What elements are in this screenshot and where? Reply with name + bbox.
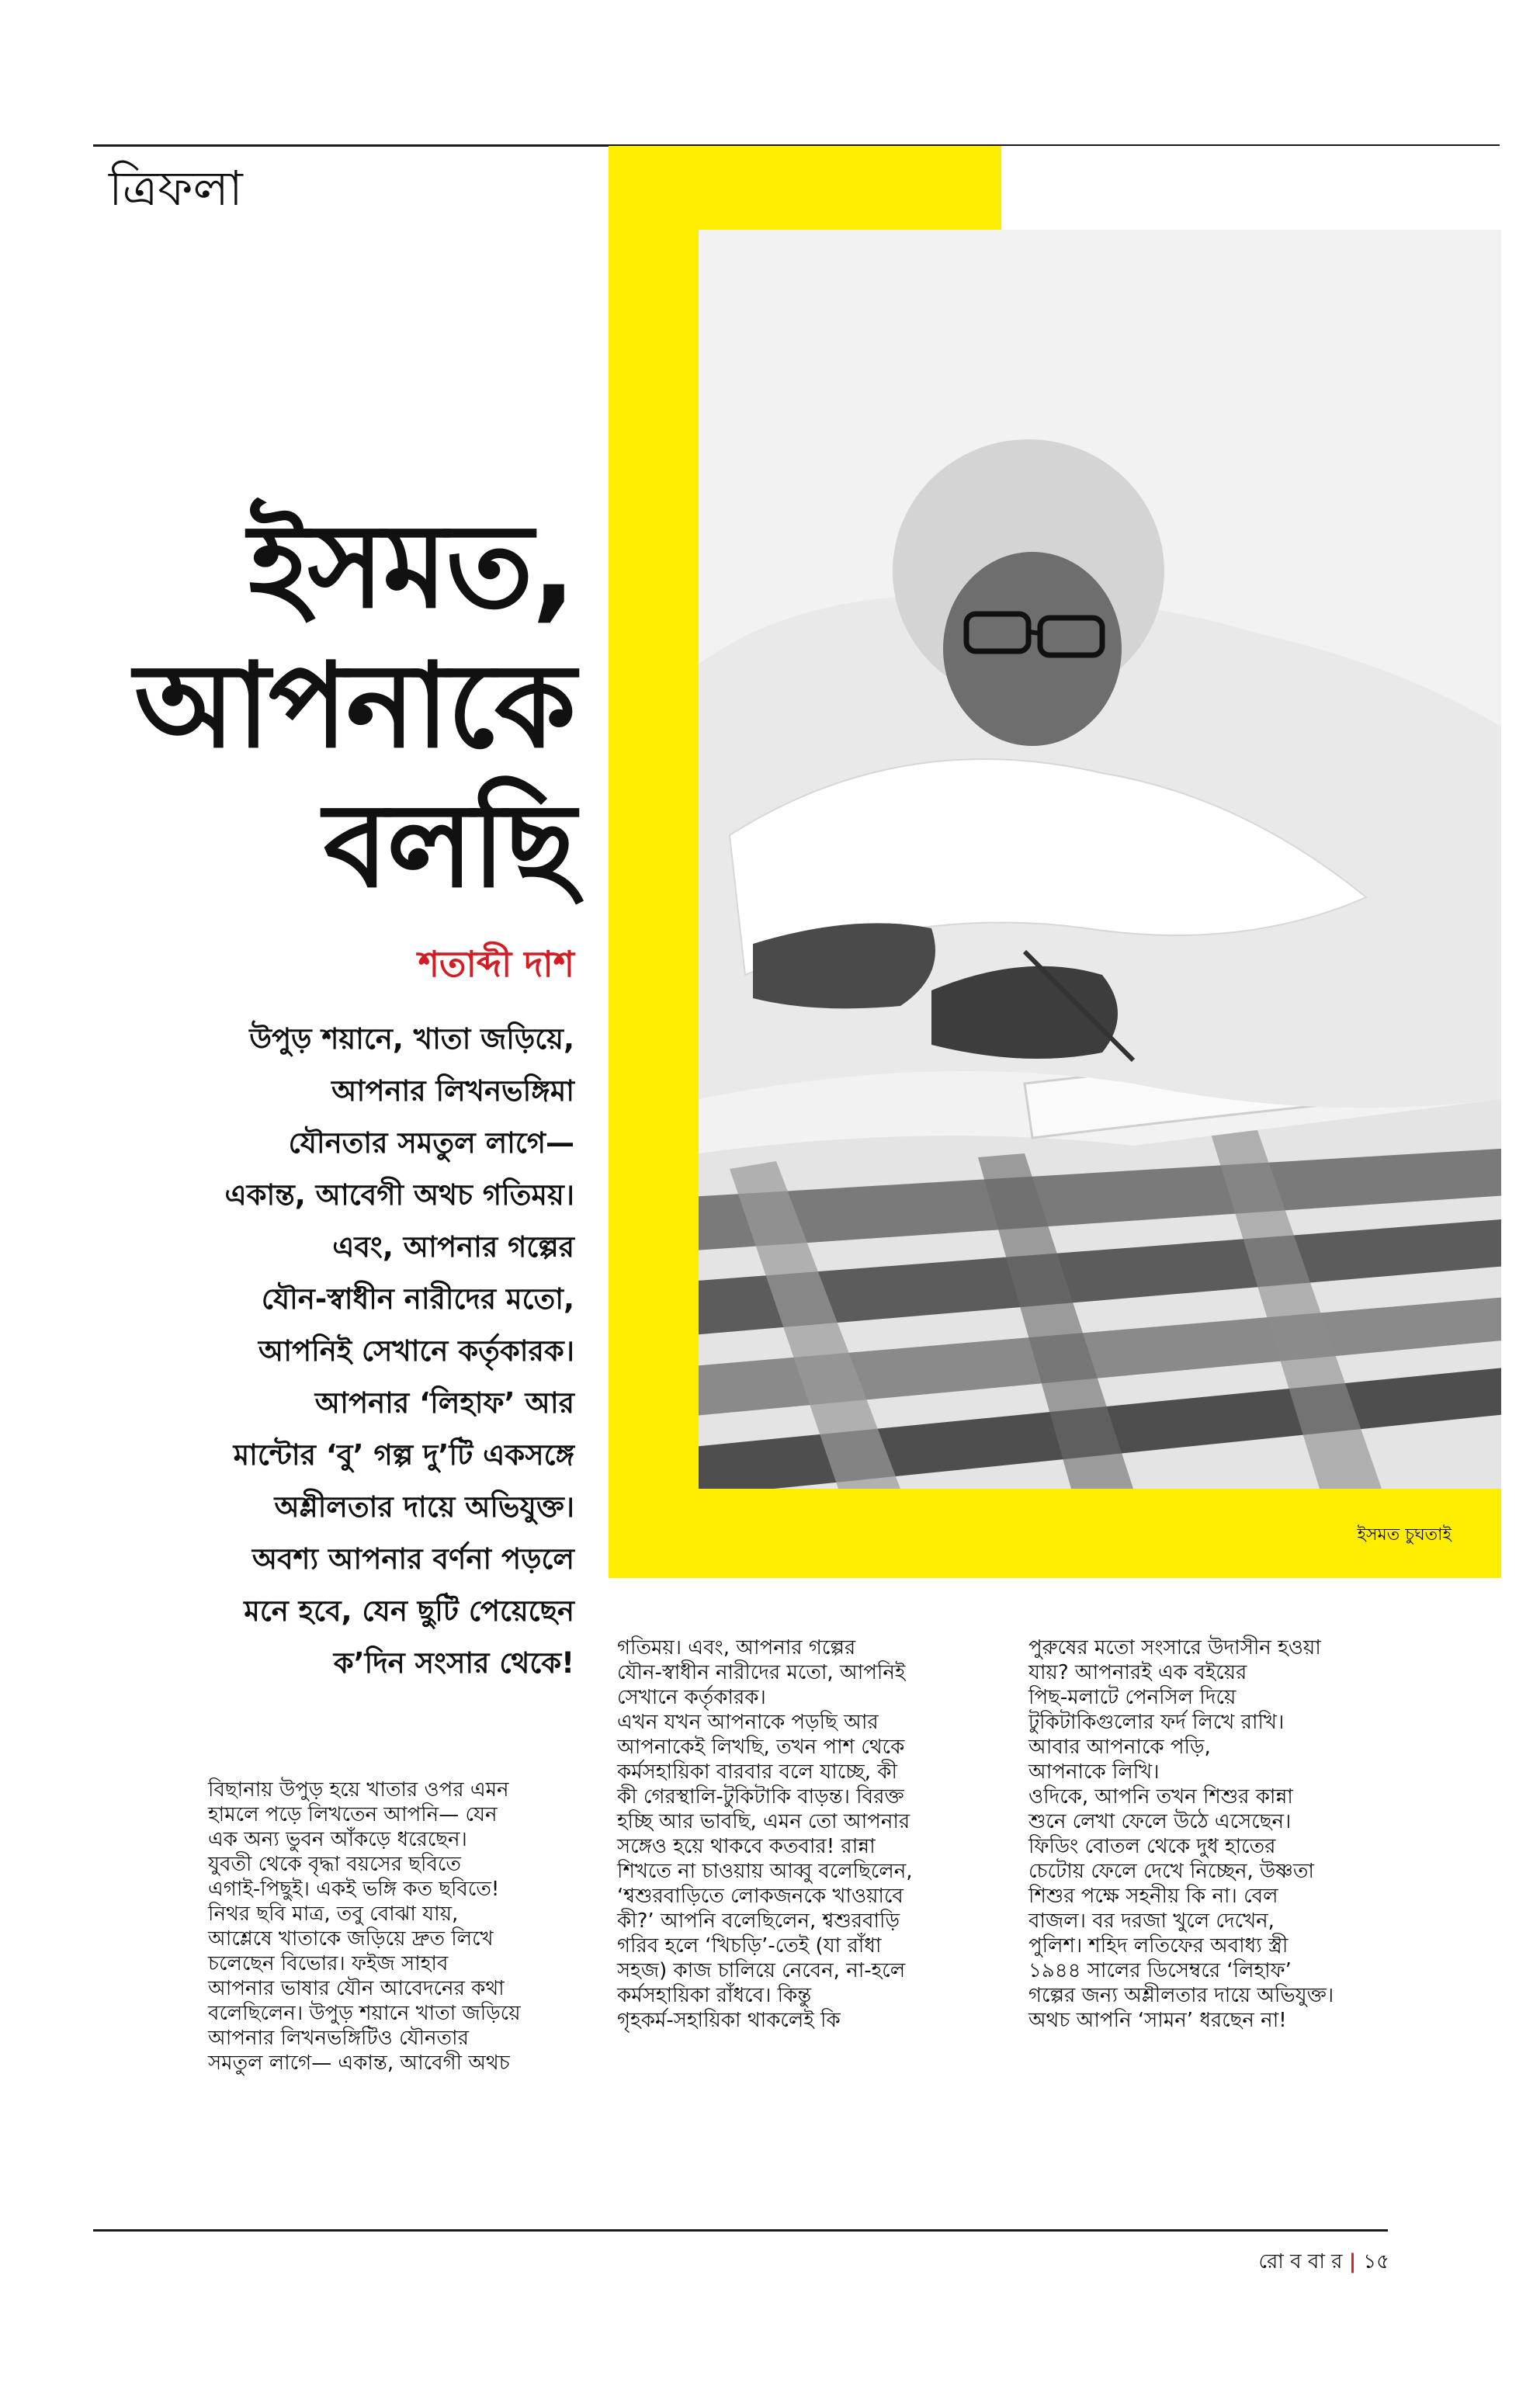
body-line: আশ্লেষে খাতাকে জড়িয়ে দ্রুত লিখে	[208, 1927, 494, 1951]
body-line: আপনার ভাষার যৌন আবেদনের কথা	[208, 1977, 505, 2000]
standfirst-line: আপনিই সেখানে কর্তৃকারক।	[258, 1334, 574, 1368]
standfirst-line: একান্ত, আবেগী অথচ গতিময়।	[224, 1178, 574, 1212]
photo-caption: ইসমত চুঘতাই	[1357, 1525, 1452, 1545]
body-line: পুলিশ। শহিদ লতিফের অবাধ্য স্ত্রী	[1028, 1934, 1289, 1958]
body-line: যৌন-স্বাধীন নারীদের মতো, আপনিই	[617, 1661, 906, 1684]
body-line: সেখানে কর্তৃকারক।	[617, 1686, 766, 1709]
body-line: গৃহকর্ম-সহায়িকা থাকলেই কি	[617, 2009, 841, 2032]
body-line: পুরুষের মতো সংসারে উদাসীন হওয়া	[1028, 1636, 1321, 1659]
body-line: শিশুর পক্ষে সহনীয় কি না। বেল	[1028, 1885, 1278, 1908]
standfirst-line: অবশ্য আপনার বর্ণনা পড়লে	[251, 1542, 574, 1576]
body-line: আপনাকেই লিখছি, তখন পাশ থেকে	[617, 1736, 905, 1759]
standfirst-line: আপনার লিখনভঙ্গিমা	[331, 1074, 574, 1108]
body-line: আপনাকে লিখি।	[1028, 1760, 1160, 1784]
body-line: আপনার লিখনভঙ্গিটিও যৌনতার	[208, 2027, 469, 2050]
body-line: ওদিকে, আপনি তখন শিশুর কান্না	[1028, 1785, 1293, 1809]
bottom-rule	[93, 2229, 1388, 2232]
body-line: সঙ্গেও হয়ে থাকবে কতবার! রান্না	[617, 1835, 876, 1858]
body-line: টুকিটাকিগুলোর ফর্দ লিখে রাখি।	[1028, 1711, 1285, 1734]
standfirst-line: অশ্লীলতার দায়ে অভিযুক্ত।	[274, 1490, 574, 1524]
body-line: হামলে পড়ে লিখতেন আপনি— যেন	[208, 1803, 498, 1826]
standfirst-line: যৌনতার সমতুল লাগে—	[288, 1126, 574, 1160]
body-line: গল্পের জন্য অশ্লীলতার দায়ে অভিযুক্ত।	[1028, 1984, 1334, 2007]
standfirst-line: যৌন-স্বাধীন নারীদের মতো,	[261, 1282, 574, 1316]
body-line: কর্মসহায়িকা বারবার বলে যাচ্ছে, কী	[617, 1760, 897, 1784]
body-line: হচ্ছি আর ভাবছি, এমন তো আপনার	[617, 1810, 910, 1833]
yellow-panel-notch	[1001, 146, 1501, 230]
body-column-3	[1028, 1635, 1386, 2033]
body-line: কর্মসহায়িকা রাঁধবে। কিন্তু	[617, 1984, 812, 2007]
headline	[62, 497, 574, 916]
body-line: ‘শ্বশুরবাড়িতে লোকজনকে খাওয়াবে	[617, 1885, 904, 1908]
body-line: যায়? আপনারই এক বইয়ের	[1028, 1661, 1247, 1684]
body-line: কী?’ আপনি বলেছিলেন, শ্বশুরবাড়ি	[617, 1909, 900, 1933]
body-line: যুবতী থেকে বৃদ্ধা বয়সের ছবিতে	[208, 1853, 461, 1876]
page-folio	[1211, 2246, 1389, 2280]
body-line: ১৯৪৪ সালের ডিসেম্বরে ‘লিহাফ’	[1028, 1959, 1292, 1982]
body-column-1	[208, 1777, 565, 2076]
body-line: এখন যখন আপনাকে পড়ছি আর	[617, 1711, 879, 1734]
body-line: সহজ) কাজ চালিয়ে নেবেন, না-হলে	[617, 1959, 906, 1982]
magazine-name: রো ব বা র	[1258, 2250, 1343, 2273]
standfirst-line: মনে হবে, যেন ছুটি পেয়েছেন	[244, 1594, 574, 1628]
body-line: ফিডিং বোতল থেকে দুধ হাতের	[1028, 1835, 1276, 1858]
body-line: অথচ আপনি ‘সামন’ ধরছেন না!	[1028, 2009, 1287, 2032]
headline-line: আপনাকে	[134, 639, 574, 774]
body-line: আবার আপনাকে পড়ি,	[1028, 1736, 1211, 1759]
author-photo-illustration	[699, 230, 1501, 1489]
byline: শতাব্দী দাশ	[418, 943, 574, 985]
body-line: সমতুল লাগে— একান্ত, আবেগী অথচ	[208, 2051, 510, 2075]
body-column-2	[617, 1635, 974, 2033]
section-label: ত্রিফলা	[109, 160, 243, 217]
standfirst-line: আপনার ‘লিহাফ’ আর	[314, 1386, 574, 1420]
striped-blanket	[699, 1084, 1501, 1489]
standfirst	[93, 1013, 574, 1689]
headline-line: ইসমত,	[248, 499, 574, 634]
body-line: এগাই-পিছুই। একই ভঙ্গি কত ছবিতে!	[208, 1878, 500, 1901]
body-line: কী গেরস্থালি-টুকিটাকি বাড়ন্ত। বিরক্ত	[617, 1785, 904, 1809]
body-line: চলেছেন বিভোর। ফইজ সাহাব	[208, 1952, 449, 1975]
standfirst-line: উপুড় শয়ানে, খাতা জড়িয়ে,	[249, 1022, 574, 1056]
body-line: শুনে লেখা ফেলে উঠে এসেছেন।	[1028, 1810, 1292, 1833]
body-line: এক অন্য ভুবন আঁকড়ে ধরেছেন।	[208, 1828, 467, 1851]
standfirst-line: এবং, আপনার গল্পের	[332, 1230, 574, 1264]
author-photo	[699, 230, 1501, 1489]
body-line: বলেছিলেন। উপুড় শয়ানে খাতা জড়িয়ে	[208, 2002, 521, 2025]
folio-separator: |	[1348, 2250, 1364, 2273]
body-line: গরিব হলে ‘খিচড়ি’-তেই (যা রাঁধা	[617, 1934, 882, 1958]
headline-line: বলছি	[323, 779, 574, 914]
body-line: গতিময়। এবং, আপনার গল্পের	[617, 1636, 856, 1659]
body-line: নিথর ছবি মাত্র, তবু বোঝা যায়,	[208, 1902, 459, 1926]
body-line: চেটোয় ফেলে দেখে নিচ্ছেন, উষ্ণতা	[1028, 1860, 1314, 1883]
page-number: ১৫	[1363, 2250, 1389, 2273]
standfirst-line: ক’দিন সংসার থেকে!	[333, 1646, 574, 1680]
body-line: পিছ-মলাটে পেনসিল দিয়ে	[1028, 1686, 1237, 1709]
body-line: বাজল। বর দরজা খুলে দেখেন,	[1028, 1909, 1275, 1933]
body-line: শিখতে না চাওয়ায় আব্বু বলেছিলেন,	[617, 1860, 913, 1883]
standfirst-line: মান্টোর ‘বু’ গল্প দু’টি একসঙ্গে	[233, 1438, 574, 1472]
body-line: বিছানায় উপুড় হয়ে খাতার ওপর এমন	[208, 1778, 509, 1802]
